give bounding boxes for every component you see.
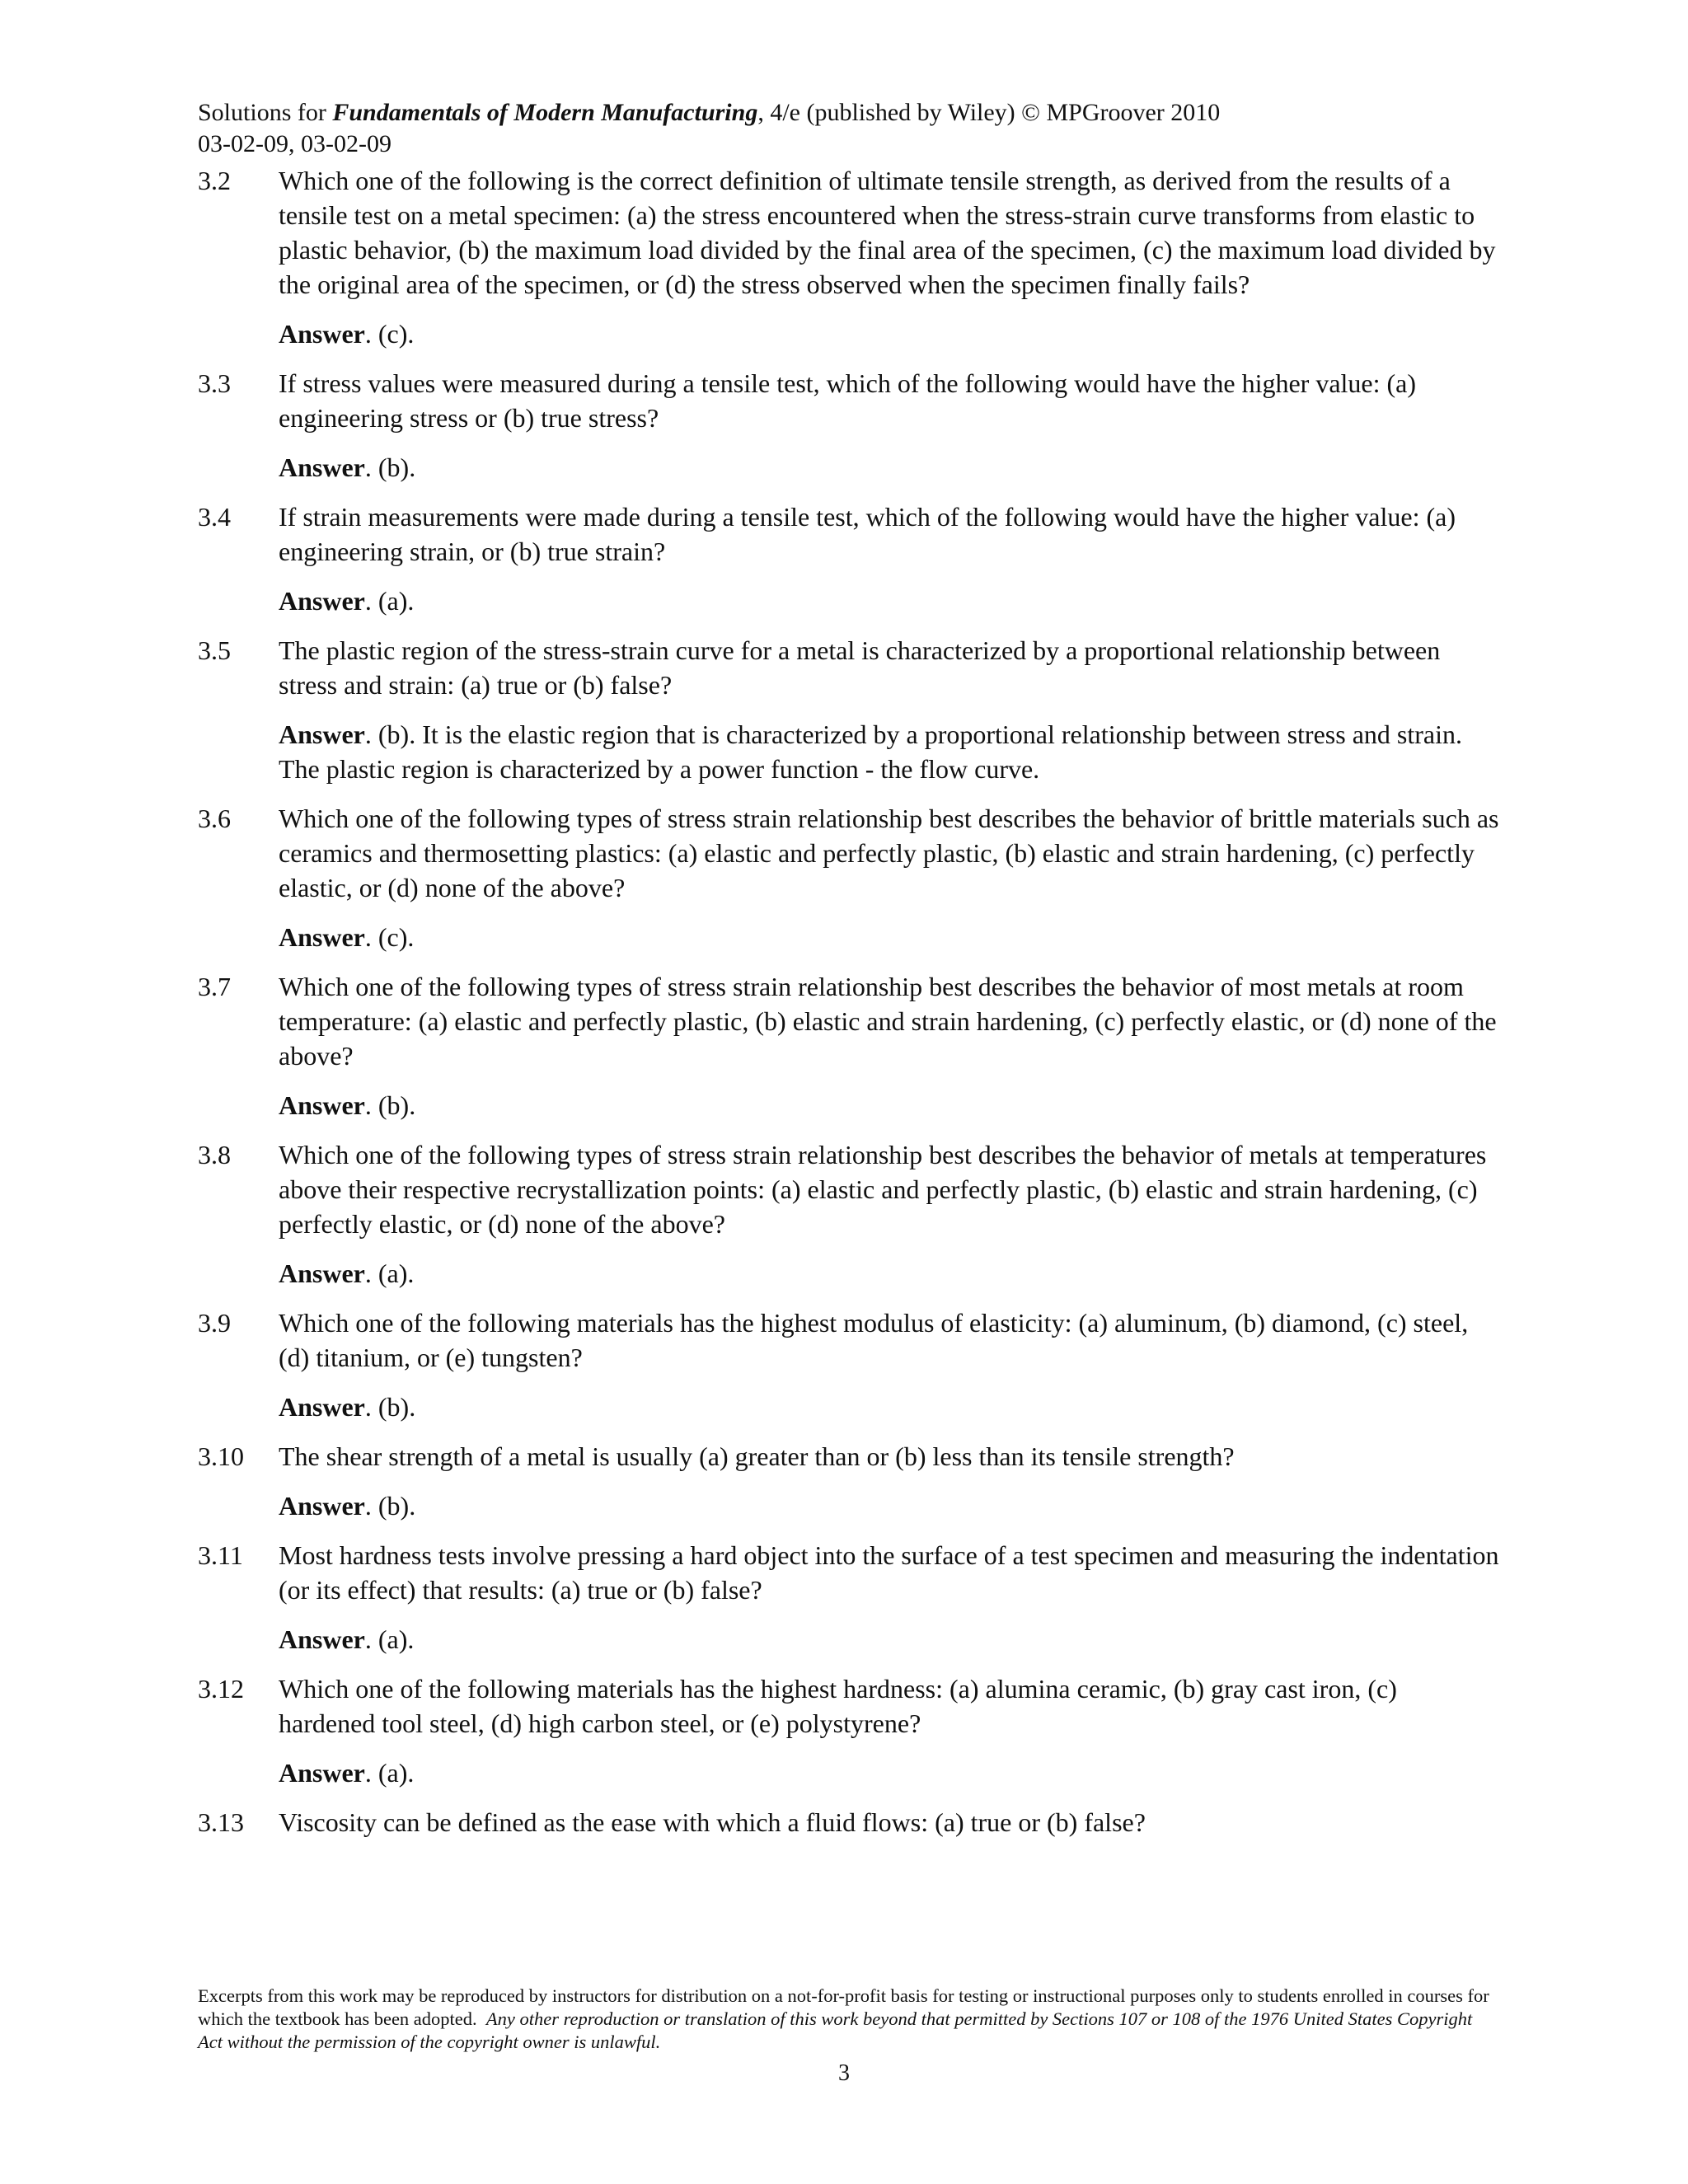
- header-prefix: Solutions for: [198, 99, 333, 126]
- copyright-footer: [198, 1985, 1500, 2054]
- answer-label: Answer: [279, 922, 365, 952]
- answer: [198, 583, 1500, 618]
- question-item: [198, 1538, 1500, 1607]
- footer-italic-text: Any other reproduction or translation of this work beyond that permitted by Sections 107 or 108 of the 1976 United States Copyright Act without the permission of the copyright owner is unlawful.: [198, 2008, 1473, 2052]
- page-header: [198, 97, 1500, 160]
- question-item: [198, 1439, 1500, 1474]
- answer-label: Answer: [279, 1090, 365, 1120]
- book-title: Fundamentals of Modern Manufacturing: [332, 99, 758, 126]
- question-text: Which one of the following materials has the highest hardness: (a) alumina ceramic, (b) gray cast iron, (c) hardened tool steel, (d) high carbon steel, or (e) polystyrene?: [279, 1674, 1397, 1738]
- question-number: 3.9: [198, 1308, 231, 1338]
- answer-text: . (c).: [364, 319, 415, 349]
- answer-text: . (a).: [364, 586, 415, 616]
- answer-label: Answer: [279, 586, 365, 616]
- answer-text: . (b).: [364, 1090, 416, 1120]
- question-number: 3.8: [198, 1140, 231, 1169]
- page-number: 3: [838, 2060, 850, 2086]
- answer: [198, 1256, 1500, 1291]
- question-number: 3.2: [198, 166, 231, 195]
- question-item: [198, 1805, 1500, 1840]
- answer-label: Answer: [279, 1624, 365, 1654]
- answer-label: Answer: [279, 1758, 365, 1788]
- question-number: 3.7: [198, 972, 231, 1001]
- answer-text: . (a).: [364, 1258, 415, 1288]
- question-text: Which one of the following materials has the highest modulus of elasticity: (a) aluminum, (b) diamond, (c) steel, (d) titanium, or (e) tungsten?: [279, 1308, 1469, 1372]
- answer-text: . (a).: [364, 1758, 415, 1788]
- answer-label: Answer: [279, 719, 365, 749]
- answer: [198, 717, 1500, 786]
- answer: [198, 1755, 1500, 1790]
- question-text: If stress values were measured during a tensile test, which of the following would have the higher value: (a) engineering stress or (b) true stress?: [279, 368, 1417, 433]
- header-dates: 03-02-09, 03-02-09: [198, 130, 392, 157]
- question-item: [198, 366, 1500, 435]
- question-number: 3.6: [198, 804, 231, 833]
- header-line: [198, 97, 1500, 129]
- answer-label: Answer: [279, 1491, 365, 1521]
- question-text: Most hardness tests involve pressing a hard object into the surface of a test specimen and measuring the indentation (or its effect) that results: (a) true or (b) false?: [279, 1540, 1499, 1605]
- question-text: If strain measurements were made during a tensile test, which of the following would have the higher value: (a) engineering strain, or (b) true strain?: [279, 502, 1456, 566]
- question-number: 3.13: [198, 1807, 244, 1837]
- question-item: [198, 969, 1500, 1073]
- answer-text: . (b).: [364, 1392, 416, 1422]
- question-number: 3.4: [198, 502, 231, 532]
- answer-label: Answer: [279, 1392, 365, 1422]
- question-text: Which one of the following types of stress strain relationship best describes the behavior of metals at temperatures above their respective recrystallization points: (a) elastic and perfectly plastic, (b) elastic and strain hardening, (c) perfectly elastic, or (d) none of the above?: [279, 1140, 1487, 1239]
- answer-label: Answer: [279, 452, 365, 482]
- question-number: 3.11: [198, 1540, 243, 1570]
- answer: [198, 450, 1500, 485]
- answer-text: . (c).: [364, 922, 415, 952]
- question-number: 3.10: [198, 1441, 244, 1471]
- question-item: [198, 633, 1500, 702]
- header-suffix: , 4/e (published by Wiley) © MPGroover 2010: [757, 99, 1221, 126]
- answer: [198, 1488, 1500, 1523]
- question-text: Viscosity can be defined as the ease with which a fluid flows: (a) true or (b) false?: [279, 1807, 1146, 1837]
- question-number: 3.12: [198, 1674, 244, 1704]
- answer-label: Answer: [279, 319, 365, 349]
- question-item: [198, 1137, 1500, 1241]
- question-number: 3.3: [198, 368, 231, 398]
- answer: [198, 920, 1500, 954]
- question-item: [198, 1671, 1500, 1741]
- footer-text: Excerpts from this work may be reproduced by instructors for distribution on a not-for-profit basis for testing or instructional purposes only to students enrolled in courses for which the textbook has been adopted.: [198, 1985, 1489, 2029]
- question-item: [198, 801, 1500, 905]
- question-number: 3.5: [198, 635, 231, 665]
- answer: [198, 1622, 1500, 1657]
- question-text: Which one of the following types of stress strain relationship best describes the behavior of most metals at room temperature: (a) elastic and perfectly plastic, (b) elastic and strain hardening, (c) perfectly elastic, or (d) none of the above?: [279, 972, 1497, 1071]
- document-page: [198, 97, 1500, 1840]
- answer-text: . (b).: [364, 1491, 416, 1521]
- answer: [198, 316, 1500, 351]
- question-item: [198, 499, 1500, 569]
- question-item: [198, 163, 1500, 302]
- question-text: Which one of the following types of stress strain relationship best describes the behavior of brittle materials such as ceramics and thermosetting plastics: (a) elastic and perfectly plastic, (b) elastic and strain hardening, (c) perfectly elastic, or (d) none of the above?: [279, 804, 1499, 902]
- question-item: [198, 1305, 1500, 1375]
- answer: [198, 1390, 1500, 1424]
- question-text: The shear strength of a metal is usually (a) greater than or (b) less than its tensile strength?: [279, 1441, 1235, 1471]
- answer: [198, 1088, 1500, 1122]
- answer-text: . (a).: [364, 1624, 415, 1654]
- answer-text: . (b). It is the elastic region that is characterized by a proportional relationship between stress and strain. The plastic region is characterized by a power function - the flow curve.: [279, 719, 1462, 784]
- question-list: [198, 163, 1500, 1840]
- question-text: The plastic region of the stress-strain curve for a metal is characterized by a proportional relationship between stress and strain: (a) true or (b) false?: [279, 635, 1441, 700]
- question-text: Which one of the following is the correct definition of ultimate tensile strength, as derived from the results of a tensile test on a metal specimen: (a) the stress encountered when the stress-strain curve transforms from elastic to plastic behavior, (b) the maximum load divided by the final area of the specimen, (c) the maximum load divided by the original area of the specimen, or (d) the stress observed when the specimen finally fails?: [279, 166, 1496, 299]
- answer-text: . (b).: [364, 452, 416, 482]
- answer-label: Answer: [279, 1258, 365, 1288]
